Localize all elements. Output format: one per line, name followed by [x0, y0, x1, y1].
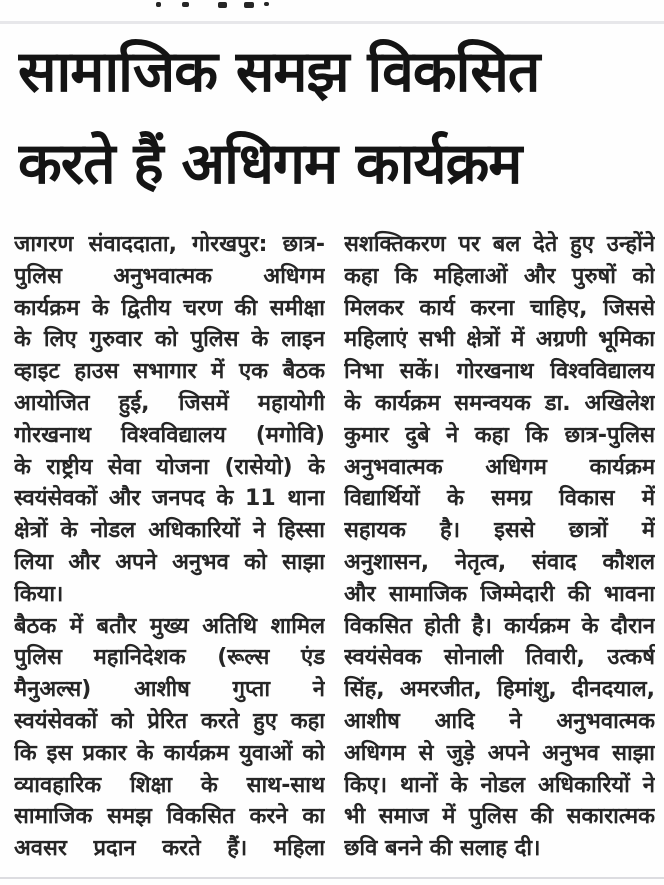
- headline-line-1: सामाजिक समझ विकसित: [18, 39, 540, 105]
- text-line: व्हाइट हाउस सभागार में एक बैठक: [14, 359, 325, 385]
- text-line: छवि बनने की सलाह दी।: [344, 836, 541, 862]
- article-column-left: [14, 229, 325, 865]
- text-line: आशीष आदि ने अनुभवात्मक: [344, 708, 655, 734]
- text-line: अधिगम से जुड़े अपने अनुभव साझा: [344, 740, 655, 766]
- text-line: किए। थानों के नोडल अधिकारियों ने: [344, 772, 655, 798]
- text-line: कि इस प्रकार के कार्यक्रम युवाओं को: [14, 740, 325, 766]
- text-line: स्वयंसेवक सोनाली तिवारी, उत्कर्ष: [344, 645, 655, 671]
- text-line: के लिए गुरुवार को पुलिस के लाइन: [14, 327, 325, 353]
- text-line: पुलिस अनुभवात्मक अधिगम: [14, 263, 325, 289]
- text-line: अनुभवात्मक अधिगम कार्यक्रम: [344, 454, 655, 480]
- text-line: सशक्तिकरण पर बल देते हुए उन्होंने: [344, 232, 655, 257]
- text-line: विद्यार्थियों के समग्र विकास में: [344, 486, 655, 512]
- text-line: सिंह, अमरजीत, हिमांशु, दीनदयाल,: [344, 677, 655, 703]
- text-line: मैनुअल्स) आशीष गुप्ता ने: [14, 677, 325, 703]
- text-line: गोरखनाथ विश्वविद्यालय (मगोवि): [14, 422, 325, 448]
- text-line: लिया और अपने अनुभव को साझा: [14, 549, 325, 575]
- text-line: भी समाज में पुलिस की सकारात्मक: [344, 804, 655, 830]
- text-line: जागरण संवाददाता, गोरखपुर: छात्र-: [14, 232, 325, 257]
- text-line: के कार्यक्रम समन्वयक डा. अखिलेश: [344, 390, 655, 416]
- text-line: कहा कि महिलाओं और पुरुषों को: [344, 263, 655, 289]
- cropped-text-fragment: [152, 0, 282, 9]
- article-column-right: [344, 229, 655, 865]
- headline-line-2: करते हैं अधिगम कार्यक्रम: [18, 131, 522, 197]
- text-line: मिलकर कार्य करना चाहिए, जिससे: [344, 295, 655, 321]
- text-line: अवसर प्रदान करते हैं। महिला: [14, 836, 325, 862]
- text-line: के राष्ट्रीय सेवा योजना (रासेयो) के: [14, 454, 325, 480]
- bottom-divider: [0, 877, 664, 879]
- text-line: विकसित होती है। कार्यक्रम के दौरान: [344, 613, 655, 639]
- text-line: आयोजित हुई, जिसमें महायोगी: [14, 390, 325, 416]
- text-line: व्यावहारिक शिक्षा के साथ-साथ: [14, 772, 325, 798]
- text-line: बैठक में बतौर मुख्य अतिथि शामिल: [14, 613, 325, 639]
- article-body: [14, 229, 655, 865]
- text-line: कुमार दुबे ने कहा कि छात्र-पुलिस: [344, 422, 655, 448]
- text-line: अनुशासन, नेतृत्व, संवाद कौशल: [344, 549, 655, 575]
- text-line: स्वयंसेवकों को प्रेरित करते हुए कहा: [14, 708, 325, 734]
- text-line: सामाजिक समझ विकसित करने का: [14, 804, 325, 830]
- text-line: क्षेत्रों के नोडल अधिकारियों ने हिस्सा: [14, 518, 325, 544]
- text-line: सहायक है। इससे छात्रों में: [344, 518, 655, 544]
- text-line: और सामाजिक जिम्मेदारी की भावना: [344, 581, 655, 607]
- text-line: पुलिस महानिदेशक (रूल्स एंड: [14, 645, 325, 671]
- text-line: किया।: [14, 581, 64, 607]
- top-divider: [0, 21, 664, 24]
- text-line: स्वयंसेवकों और जनपद के 11 थाना: [14, 486, 325, 512]
- text-line: कार्यक्रम के द्वितीय चरण की समीक्षा: [14, 295, 325, 321]
- text-line: महिलाएं सभी क्षेत्रों में अग्रणी भूमिका: [344, 327, 655, 353]
- article-headline: [18, 26, 652, 210]
- text-line: निभा सकें। गोरखनाथ विश्वविद्यालय: [344, 359, 655, 385]
